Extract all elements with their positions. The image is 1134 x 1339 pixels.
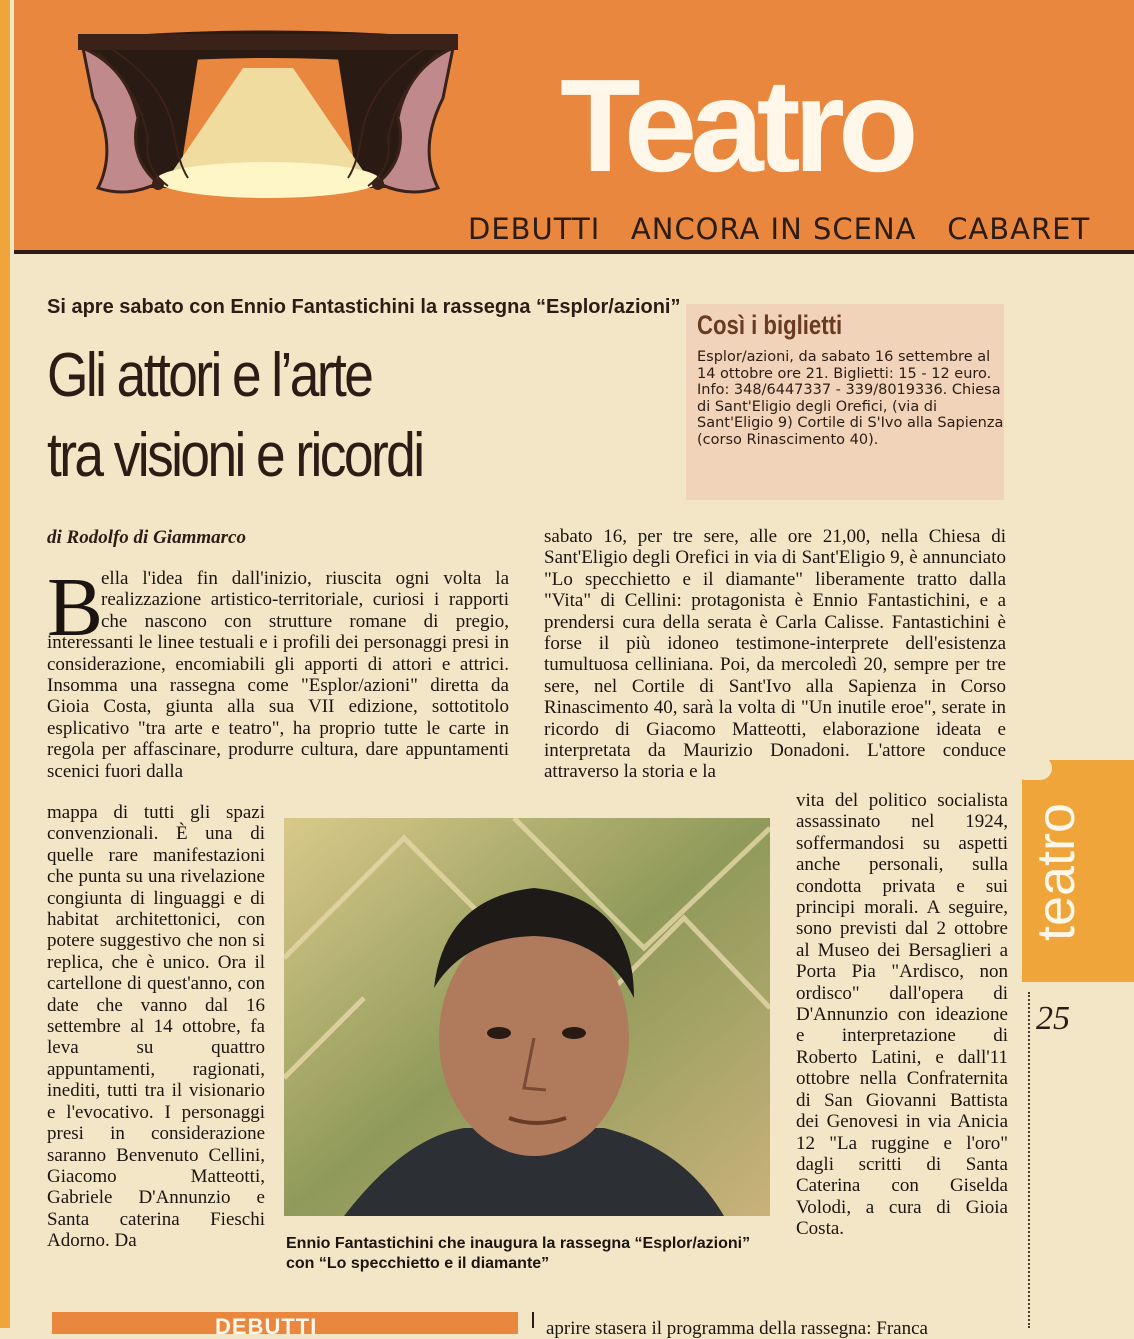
ticket-info-body: Esplor/azioni, da sabato 16 settembre al 14 ottobre ore 21. Biglietti: 15 - 12 euro. Info: 348/6447337 - 339/8019336. Chiesa di Sant'Eligio degli Orefici, (via di Sant'Eligio 9) Cortile di S'Ivo alla Sapienza (corso Rinascimento 40).	[697, 349, 1004, 448]
debutti-box-label: DEBUTTI	[215, 1314, 318, 1339]
article-body-col1-narrow: mappa di tutti gli spazi convenzionali. È una di quelle rare manifestazioni che punta su una rivelazione congiunta di linguaggi e di habitat architettonici, con potere suggestivo che non si replica, che è unico. Ora il cartellone di quest'anno, con date che vanno dal 16 settembre al 14 ottobre, fa leva su quattro appuntamenti, ragionati, inediti, tutti tra il visionario e l'evocativo. I personaggi presi in considerazione saranno Benvenuto Cellini, Giacomo Matteotti, Gabriele D'Annunzio e Santa caterina Fieschi Adorno. Da	[47, 802, 265, 1252]
article-body-col1	[47, 561, 509, 782]
article-headline-line2: tra visioni e ricordi	[47, 421, 423, 490]
section-subnav	[468, 212, 1090, 246]
side-tab-notch	[1014, 756, 1052, 780]
subnav-cabaret: CABARET	[947, 212, 1091, 246]
bottom-column-rule	[532, 1312, 534, 1328]
bottom-article-text: aprire stasera il programma della rassegna: Franca	[546, 1318, 928, 1339]
theater-curtain-icon	[68, 28, 468, 208]
page-edge-strip	[0, 0, 10, 1328]
subnav-ancora-in-scena: ANCORA IN SCENA	[630, 212, 917, 246]
article-body-col2: sabato 16, per tre sere, alle ore 21,00, nella Chiesa di Sant'Eligio degli Orefici in via di Sant'Eligio 9, è annunciato "Lo specchietto e il diamante" liberamente tratto dalla "Vita" di Cellini: protagonista è Ennio Fantastichini, e a prendersi cura della serata è Carla Calisse. Fantastichini è forse il più idoneo testimone-interprete dell'esistenza tumultuosa celliniana. Poi, da mercoledì 20, sempre per tre sere, nel Cortile di Sant'Ivo alla Sapienza in Corso Rinascimento 40, sarà la volta di "Un inutile eroe", serate in ricordo di Giacomo Matteotti, elaborazione ideata e interpretata da Maurizio Donadoni. L'attore conduce attraverso la storia e la	[544, 526, 1006, 783]
portrait-photo	[284, 818, 770, 1216]
column-dotted-rule	[1028, 992, 1030, 1328]
page-number: 25	[1036, 1000, 1070, 1037]
subnav-debutti: DEBUTTI	[468, 212, 601, 246]
drop-cap: B	[47, 561, 104, 654]
article-headline-line1: Gli attori e l’arte	[47, 341, 372, 410]
article-body-col2-narrow: vita del politico socialista assassinato nel 1924, soffermandosi su aspetti anche personali, sulla condotta privata e sui principi morali. A seguire, sono previsti dal 2 ottobre al Museo dei Bersaglieri a Porta Pia "Ardisco, non ordisco" dall'opera di D'Annunzio con ideazione e interpretazione di Roberto Latini, e dall'11 ottobre nella Confraternita di San Giovanni Battista dei Genovesi in via Anicia 12 "La ruggine e l'oro" dagli scritti di Santa Caterina con Giselda Volodi, a cura di Gioia Costa.	[796, 790, 1008, 1240]
section-title: Teatro	[560, 52, 912, 199]
article-byline: di Rodolfo di Giammarco	[47, 527, 246, 548]
photo-caption: Ennio Fantastichini che inaugura la rassegna “Esplor/azioni” con “Lo specchietto e il diamante”	[286, 1235, 751, 1272]
side-tab-label: teatro	[1026, 802, 1086, 942]
ticket-info-title: Così i biglietti	[697, 310, 843, 340]
header-divider	[14, 250, 1134, 254]
article-kicker: Si apre sabato con Ennio Fantastichini la rassegna “Esplor/azioni”	[47, 296, 681, 318]
article-body-col1-text: ella l'idea fin dall'inizio, riuscita ogni volta la realizzazione artistico-territoriale, curiosi i rapporti che nascono con strutture romane di pregio, interessanti le linee testuali e i profili dei personaggi presi in considerazione, encomiabili gli apporti di attori e attrici. Insomma una rassegna come "Esplor/azioni" diretta da Gioia Costa, giunta alla sua VII edizione, sottotitolo esplicativo "tra arte e teatro", ha proprio tutte le carte in regola per affascinare, produrre cultura, dare appuntamenti scenici fuori dalla	[47, 568, 509, 782]
drop-cap-spacer	[47, 568, 101, 632]
